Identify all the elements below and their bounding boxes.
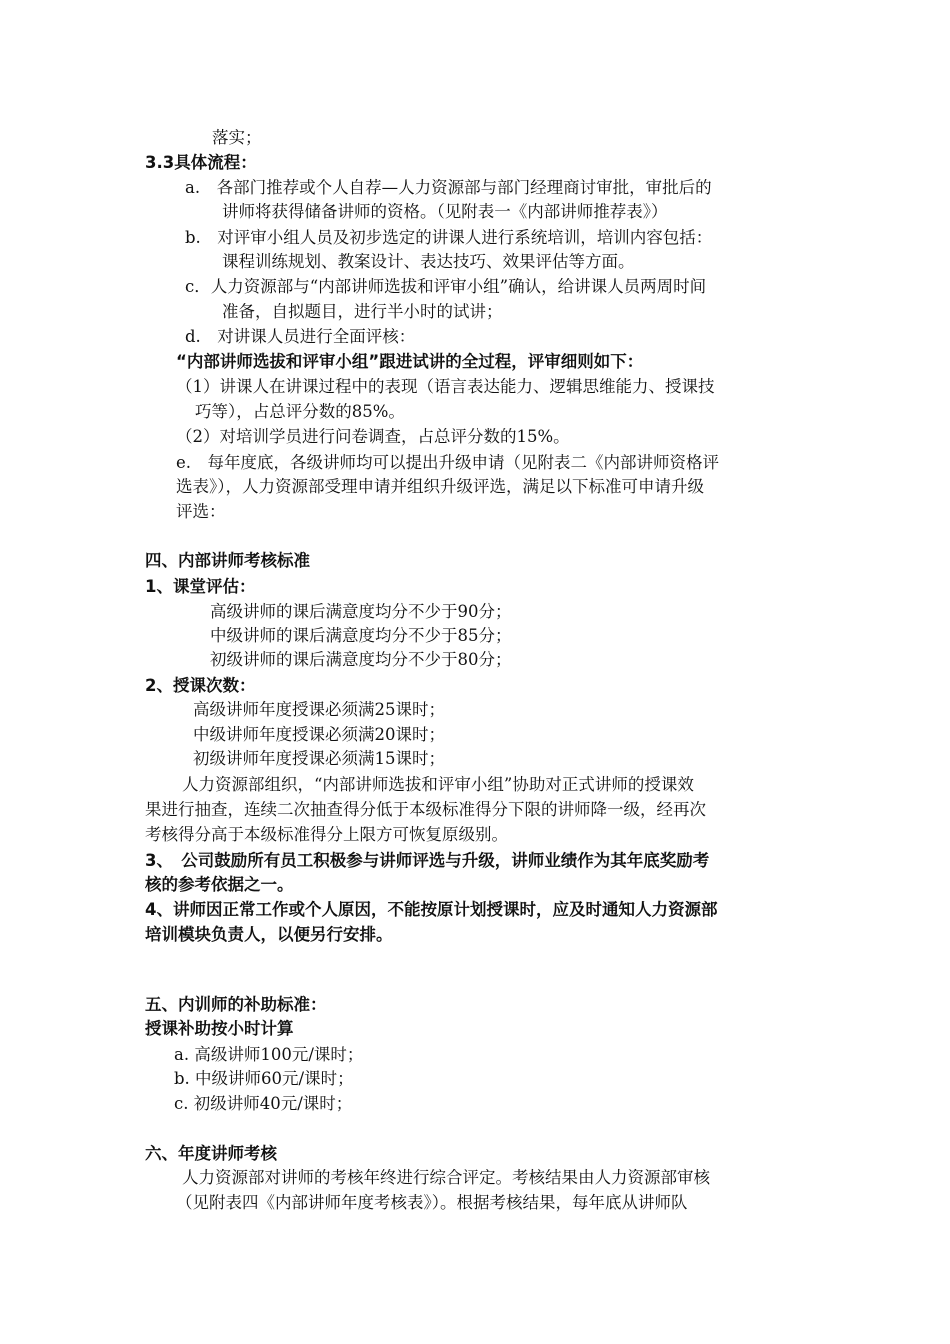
section-heading-3-3: 3.3具体流程： — [145, 153, 257, 172]
count-middle: 中级讲师年度授课必须满20课时； — [193, 725, 445, 744]
step-d-line: d. 对讲课人员进行全面评核： — [185, 327, 416, 346]
review-rules-heading: “内部讲师选拔和评审小组”跟进试讲的全过程，评审细则如下： — [176, 352, 644, 371]
section-heading-6: 六、年度讲师考核 — [145, 1144, 277, 1163]
subsidy-middle: b. 中级讲师60元/课时； — [174, 1069, 354, 1088]
spotcheck-para-line-3: 考核得分高于本级标准得分上限方可恢复原级别。 — [145, 825, 508, 844]
item-4-line-2: 培训模块负责人，以便另行安排。 — [145, 925, 393, 944]
step-e-line-3: 评选： — [176, 502, 226, 521]
subsidy-subheading: 授课补助按小时计算 — [145, 1019, 294, 1038]
annual-review-line-2: （见附表四《内部讲师年度考核表》）。根据考核结果，每年底从讲师队 — [176, 1193, 688, 1212]
step-a-line-2: 讲师将获得储备讲师的资格。（见附表一《内部讲师推荐表》） — [222, 202, 668, 221]
step-c-line-2: 准备，自拟题目，进行半小时的试讲； — [222, 302, 503, 321]
step-e-line-1: e. 每年度底，各级讲师均可以提出升级申请（见附表二《内部讲师资格评 — [176, 453, 720, 472]
step-b-line-2: 课程训练规划、教案设计、表达技巧、效果评估等方面。 — [222, 252, 635, 271]
eval-middle: 中级讲师的课后满意度均分不少于85分； — [210, 626, 512, 645]
step-a-line-1: a. 各部门推荐或个人自荐—人力资源部与部门经理商讨审批，审批后的 — [185, 178, 712, 197]
spotcheck-para-line-2: 果进行抽查，连续二次抽查得分低于本级标准得分下限的讲师降一级，经再次 — [145, 800, 706, 819]
subsidy-junior: c. 初级讲师40元/课时； — [174, 1094, 353, 1113]
subsidy-senior: a. 高级讲师100元/课时； — [174, 1045, 364, 1064]
eval-senior: 高级讲师的课后满意度均分不少于90分； — [210, 602, 512, 621]
count-senior: 高级讲师年度授课必须满25课时； — [193, 700, 445, 719]
step-b-line-1: b. 对评审小组人员及初步选定的讲课人进行系统培训，培训内容包括： — [185, 228, 713, 247]
annual-review-line-1: 人力资源部对讲师的考核年终进行综合评定。考核结果由人力资源部审核 — [182, 1168, 710, 1187]
subheading-classroom-eval: 1、课堂评估： — [145, 577, 256, 596]
rule-2-line: （2）对培训学员进行问卷调查，占总评分数的15%。 — [176, 427, 570, 446]
item-3-line-1: 3、 公司鼓励所有员工积极参与讲师评选与升级，讲师业绩作为其年底奖励考 — [145, 851, 710, 870]
section-heading-5: 五、内训师的补助标准： — [145, 995, 327, 1014]
subheading-teaching-count: 2、授课次数： — [145, 676, 256, 695]
rule-1-line-2: 巧等），占总评分数的85%。 — [195, 402, 405, 421]
item-4-line-1: 4、讲师因正常工作或个人原因，不能按原计划授课时，应及时通知人力资源部 — [145, 900, 718, 919]
step-c-line-1: c．人力资源部与“内部讲师选拔和评审小组”确认，给讲课人员两周时间 — [185, 277, 707, 296]
eval-junior: 初级讲师的课后满意度均分不少于80分； — [210, 650, 512, 669]
section-heading-4: 四、内部讲师考核标准 — [145, 551, 310, 570]
count-junior: 初级讲师年度授课必须满15课时； — [193, 749, 445, 768]
step-e-line-2: 选表》），人力资源部受理申请并组织升级评选，满足以下标准可申请升级 — [176, 477, 704, 496]
continuation-text: 落实； — [212, 128, 262, 147]
spotcheck-para-line-1: 人力资源部组织，“内部讲师选拔和评审小组”协助对正式讲师的授课效 — [182, 775, 694, 794]
item-3-line-2: 核的参考依据之一。 — [145, 875, 294, 894]
rule-1-line-1: （1）讲课人在讲课过程中的表现（语言表达能力、逻辑思维能力、授课技 — [176, 377, 715, 396]
